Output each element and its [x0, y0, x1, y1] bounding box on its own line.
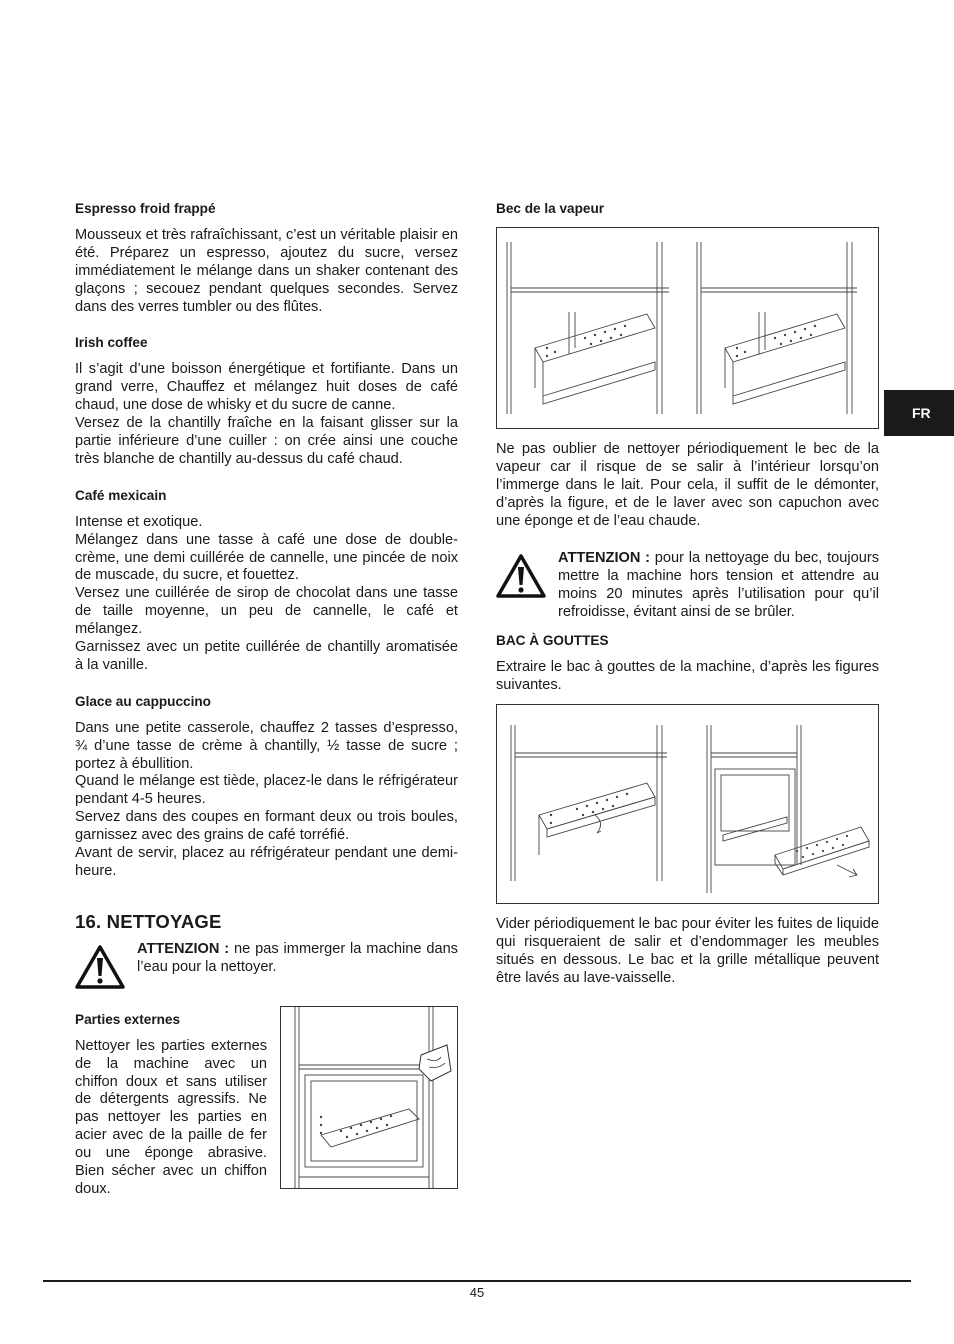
figure-steam-nozzle	[496, 227, 879, 429]
heading-irish-coffee: Irish coffee	[75, 335, 148, 351]
language-tab: FR	[884, 390, 954, 436]
heading-cafe-mexicain: Café mexicain	[75, 487, 167, 503]
warning-label: ATTENZION :	[558, 550, 651, 567]
paragraph-glace-3: Servez dans des coupes en formant deux ou trois boules, garnissez avec des grains de café torréfié.	[75, 809, 458, 844]
left-column	[75, 200, 458, 1199]
paragraph-bac-1: Extraire le bac à gouttes de la machine, d’après les figures suivantes.	[496, 658, 879, 693]
heading-glace-cappuccino: Glace au cappuccino	[75, 693, 211, 709]
paragraph-espresso: Mousseux et très rafraîchissant, c’est un véritable plaisir en été. Préparez un espresso, ajoutez du sucre, versez immédiatement le mélange dans un shaker contenant des glaçons ; secouez pendant quelques secondes. Servez dans des verres tumbler ou des flûtes.	[75, 226, 458, 315]
paragraph-irish-2: Versez de la chantilly fraîche en la faisant glisser sur la partie inférieure d’une cuiller : on crée ainsi une couche très blanche de chantilly au-dessus du café chaud.	[75, 415, 458, 467]
heading-parties-externes: Parties externes	[75, 1011, 181, 1027]
paragraph-glace-2: Quand le mélange est tiède, placez-le dans le réfrigérateur pendant 4-5 heures.	[75, 773, 458, 808]
warning-vapeur	[496, 550, 879, 622]
heading-bec-vapeur: Bec de la vapeur	[496, 201, 605, 216]
warning-triangle-icon	[496, 554, 546, 598]
paragraph-glace-1: Dans une petite casserole, chauffez 2 tasses d’espresso, ¾ d’une tasse de crème à chantilly, ½ tasse de sucre ; portez à ébullition.	[75, 719, 458, 772]
paragraph-mexicain-1: Intense et exotique.	[75, 513, 203, 530]
warning-text: pour la nettoyage du bec, toujours mettre la machine hors tension et attendre au moins 20 minutes après l’utilisation pour qu’il refroidisse, évitant ainsi de se brûler.	[558, 550, 879, 621]
warning-label: ATTENZION :	[137, 940, 230, 957]
figure-external-cleaning	[280, 1006, 458, 1189]
heading-espresso: Espresso froid frappé	[75, 201, 216, 216]
paragraph-mexicain-4: Garnissez avec un petite cuillérée de chantilly aromatisée à la vanille.	[75, 639, 458, 673]
page-number: 45	[469, 1285, 485, 1300]
section-title-nettoyage: 16. NETTOYAGE	[75, 910, 222, 932]
warning-nettoyage	[75, 941, 458, 989]
paragraph-externes: Nettoyer les parties externes de la machine avec un chiffon doux et sans utiliser de détergents agressifs. Ne pas nettoyer les parties en acier avec de la paille de fer ou une éponge abrasive. Bien sécher avec un chiffon doux.	[75, 1037, 267, 1197]
paragraph-mexicain-2: Mélangez dans une tasse à café une dose de double-crème, une demi cuillérée de cannelle, une pincée de noix de muscade, du sucre, et fouettez.	[75, 531, 458, 584]
heading-bac-gouttes: BAC À GOUTTES	[496, 633, 609, 649]
warning-text: ne pas immerger la machine dans l’eau pour la nettoyer.	[137, 940, 458, 975]
paragraph-bac-2: Vider périodiquement le bac pour éviter les fuites de liquide qui risqueraient de salir et d’endommager les meubles situés en dessous. Le bac et la grille métallique peuvent être lavés au lave-vaisselle.	[496, 915, 879, 986]
paragraph-vapeur: Ne pas oublier de nettoyer périodiquement le bec de la vapeur car il risque de se salir à l’intérieur lorsqu’on l’immerge dans le lait. Pour cela, il suffit de le démonter, d’après la figure, et de le laver avec son capuchon avec une éponge et de l’eau chaude.	[496, 440, 879, 529]
paragraph-irish-1: Il s’agit d’une boisson énergétique et fortifiante. Dans un grand verre, Chauffez et mélangez huit doses de café chaud, une dose de whisky et du sucre de canne.	[75, 361, 458, 414]
footer-rule	[43, 1280, 911, 1282]
warning-triangle-icon	[75, 945, 125, 989]
paragraph-glace-4: Avant de servir, placez au réfrigérateur pendant une demi-heure.	[75, 845, 458, 879]
figure-drip-tray	[496, 704, 879, 904]
paragraph-mexicain-3: Versez une cuillérée de sirop de chocolat dans une tasse de taille moyenne, un peu de cannelle, le café et mélangez.	[75, 585, 458, 638]
right-column	[496, 200, 879, 987]
